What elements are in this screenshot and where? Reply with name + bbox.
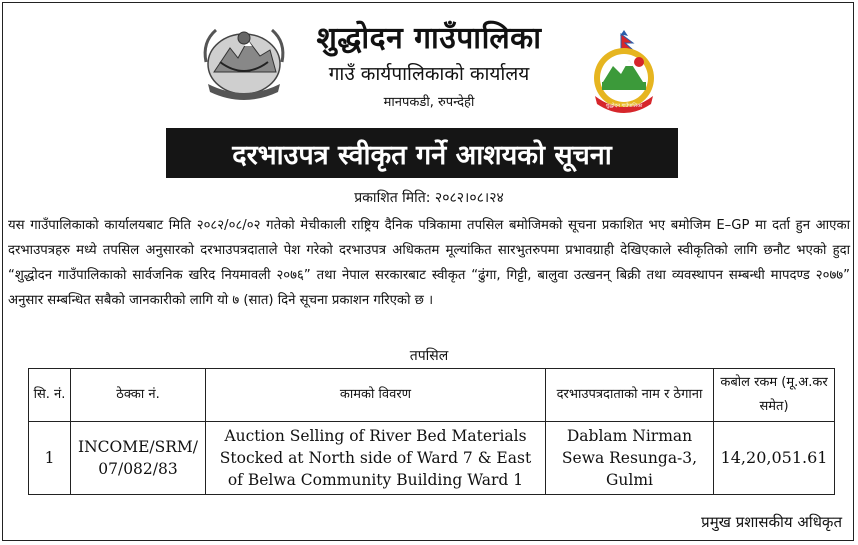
notice-body: यस गाउँपालिकाको कार्यालयबाट मिति २०८२/०८/०२ गतेको मेचीकाली राष्ट्रिय दैनिक पत्रिकामा तपसिल बमोजिमको सूचना प्रकाशित भए बमोजिम E–GP मा दर्ता हुन आएका दरभाउपत्रहरु मध्ये तपसिल अनुसारको दरभाउपत्रदाताले पेश गरेको दरभाउपत्र अधिकतम मूल्यांकित सारभुतरुपमा प्रभावग्राही देखिएकाले स्वीकृतिको लागि छनौट भएको हुदा “शुद्धोदन गाउँपालिकाको सार्वजनिक खरिद नियमावली २०७६” तथा नेपाल सरकारबाट स्वीकृत “ढुंगा, गिट्टी, बालुवा उत्खनन् बिक्री तथा व्यवस्थापन सम्बन्धी मापदण्ड २०७७” अनुसार सम्बन्धित सबैको जानकारीको लागि यो ७ (सात) दिने सूचना प्रकाशन गरिएको छ । <box>8 218 850 308</box>
cell-sn: 1 <box>29 422 71 495</box>
office-address: मानपकडी, रुपन्देही <box>383 95 475 110</box>
col-header-contract: ठेक्का नं. <box>71 369 206 422</box>
signatory-title: प्रमुख प्रशासकीय अधिकृत <box>701 513 842 531</box>
notice-title: दरभाउपत्र स्वीकृत गर्ने आशयको सूचना <box>232 139 612 171</box>
table-header-row <box>29 369 835 422</box>
cell-amount: 14,20,051.61 <box>714 422 835 495</box>
notice-title-banner <box>166 128 678 178</box>
col-header-sn: सि. नं. <box>29 369 71 422</box>
cell-description: Auction Selling of River Bed Materials Stocked at North side of Ward 7 & East of Belwa Community Building Ward 1 <box>206 422 546 495</box>
bid-table <box>28 368 835 495</box>
table-row <box>29 422 835 495</box>
col-header-amount: कबोल रकम (मू.अ.कर समेत) <box>714 369 835 422</box>
col-header-description: कामको विवरण <box>206 369 546 422</box>
logo-ribbon-text: शुद्धोदन गाउँपालिका <box>605 103 643 109</box>
published-date: प्रकाशित मिति: २०८२।०८।२४ <box>354 190 504 206</box>
schedule-label: तपसिल <box>409 348 449 364</box>
col-header-bidder: दरभाउपत्रदाताको नाम र ठेगाना <box>546 369 714 422</box>
cell-bidder: Dablam Nirman Sewa Resunga-3, Gulmi <box>546 422 714 495</box>
office-title: शुद्धोदन गाउँपालिका <box>316 21 542 56</box>
cell-contract: INCOME/SRM/ 07/082/83 <box>71 422 206 495</box>
office-subtitle: गाउँ कार्यपालिकाको कार्यालय <box>328 63 530 85</box>
